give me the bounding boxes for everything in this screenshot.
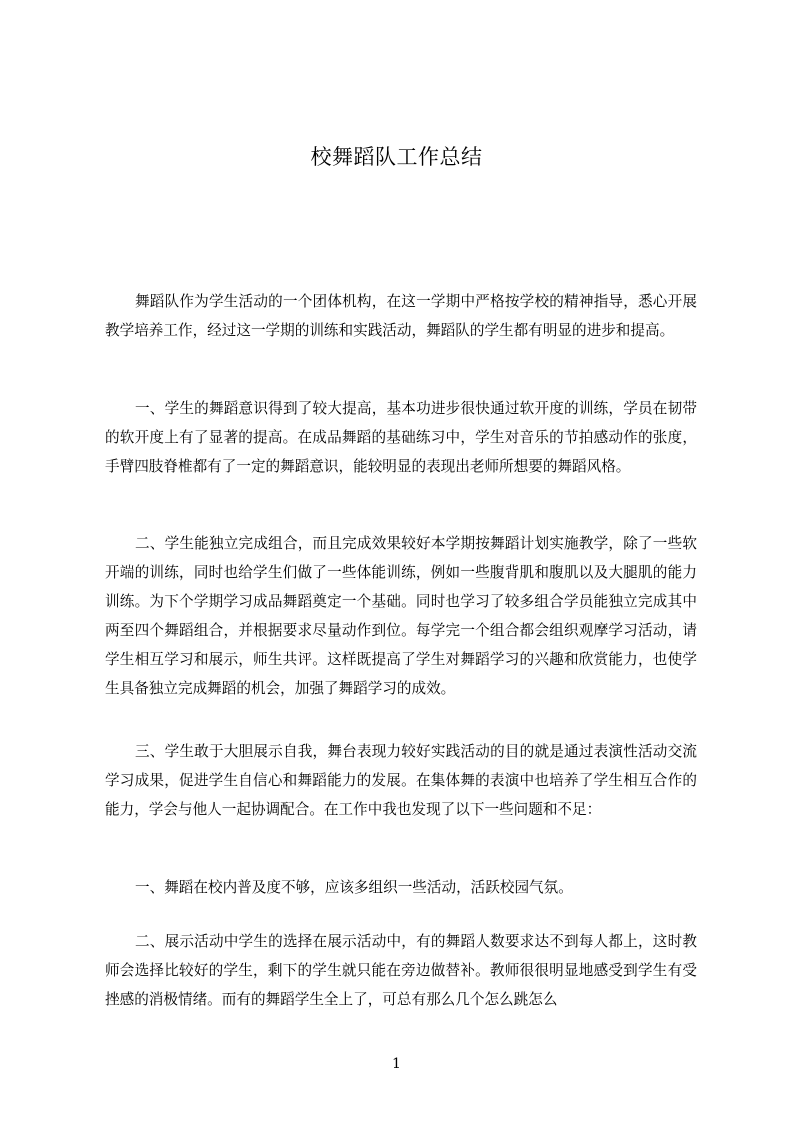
- page-number: 1: [392, 1056, 401, 1072]
- paragraph-point-2: 二、学生能独立完成组合，而且完成效果较好本学期按舞蹈计划实施教学，除了一些软开端的训练，同时也给学生们做了一些体能训练，例如一些腹背肌和腹肌以及大腿肌的能力训练。为下个学期学习成品舞蹈奠定一个基础。同时也学习了较多组合学员能独立完成其中两至四个舞蹈组合，并根据要求尽量动作到位。每学完一个组合都会组织观摩学习活动，请学生相互学习和展示，师生共评。这样既提高了学生对舞蹈学习的兴趣和欣赏能力，也使学生具备独立完成舞蹈的机会，加强了舞蹈学习的成效。: [105, 535, 697, 697]
- paragraph-point-1: 一、学生的舞蹈意识得到了较大提高，基本功进步很快通过软开度的训练，学员在韧带的软开度上有了显著的提高。在成品舞蹈的基础练习中，学生对音乐的节拍感动作的张度，手臂四肢脊椎都有了一定的舞蹈意识，能较明显的表现出老师所想要的舞蹈风格。: [105, 400, 697, 475]
- paragraph-issue-2: 二、展示活动中学生的选择在展示活动中，有的舞蹈人数要求达不到每人都上，这时教师会选择比较好的学生，剩下的学生就只能在旁边做替补。教师很很明显地感受到学生有受挫感的消极情绪。而有的舞蹈学生全上了，可总有那么几个怎么跳怎么: [105, 933, 697, 1008]
- paragraph-point-3: 三、学生敢于大胆展示自我，舞台表现力较好实践活动的目的就是通过表演性活动交流学习成果，促进学生自信心和舞蹈能力的发展。在集体舞的表演中也培养了学生相互合作的能力，学会与他人一起协调配合。在工作中我也发现了以下一些问题和不足：: [105, 743, 697, 818]
- paragraph-intro: 舞蹈队作为学生活动的一个团体机构，在这一学期中严格按学校的精神指导，悉心开展教学培养工作，经过这一学期的训练和实践活动，舞蹈队的学生都有明显的进步和提高。: [105, 293, 697, 339]
- paragraph-issue-1: 一、舞蹈在校内普及度不够，应该多组织一些活动，活跃校园气氛。: [135, 879, 573, 896]
- document-title: 校舞蹈队工作总结: [310, 145, 483, 169]
